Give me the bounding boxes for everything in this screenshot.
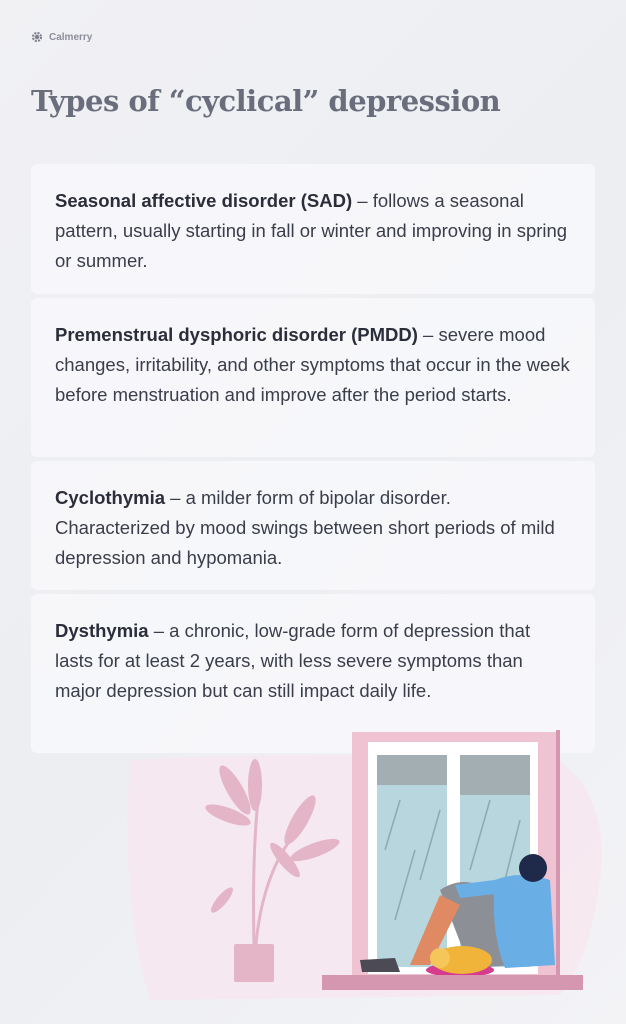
person-at-window-illustration (0, 720, 626, 1024)
card-sad (31, 164, 595, 294)
brand-name: Calmerry (49, 31, 93, 43)
card-pmdd (31, 298, 595, 457)
card-term: Premenstrual dysphoric disorder (PMDD) (55, 324, 418, 345)
card-term: Dysthymia (55, 620, 149, 641)
card-description: – a chronic, low-grade form of depression that lasts for at least 2 years, with less severe symptoms than major depression but can still impact daily life. (55, 620, 531, 701)
card-description: – follows a seasonal pattern, usually starting in fall or winter and improving in spring or summer. (55, 190, 568, 271)
card-description: – severe mood changes, irritability, and other symptoms that occur in the week before menstruation and improve after the period starts. (55, 324, 570, 405)
gear-flower-icon (31, 31, 43, 43)
cat-icon (426, 946, 494, 977)
card-term: Seasonal affective disorder (SAD) (55, 190, 353, 211)
card-cyclothymia (31, 461, 595, 590)
card-description: – a milder form of bipolar disorder. Characterized by mood swings between short periods of mild depression and hypomania. (55, 487, 555, 568)
page-title: Types of “cyclical” depression (31, 84, 501, 118)
brand-logo (31, 31, 92, 43)
window-sill (322, 975, 583, 990)
card-term: Cyclothymia (55, 487, 166, 508)
